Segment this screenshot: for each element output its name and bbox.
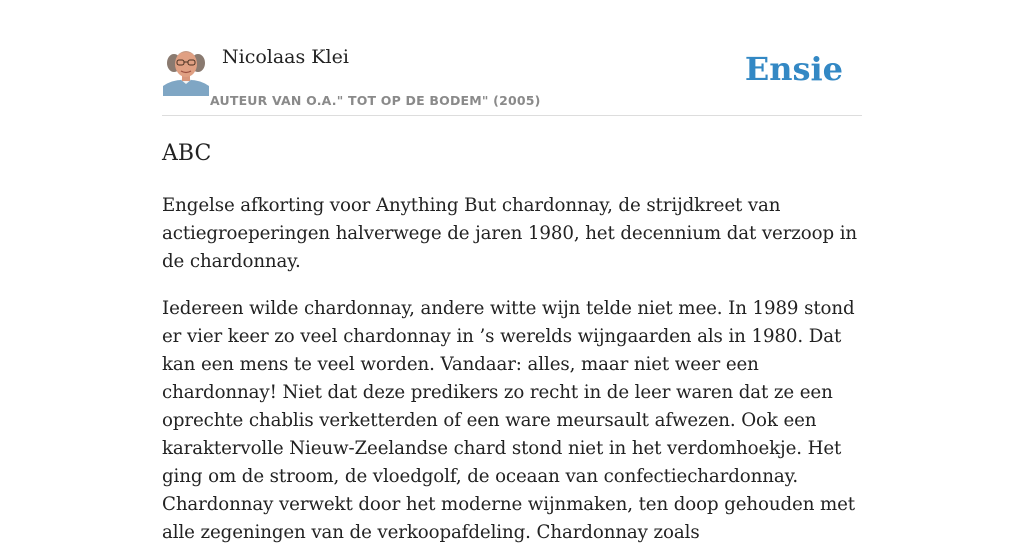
article-title: ABC (162, 141, 212, 166)
article (162, 138, 864, 547)
author-name[interactable]: Nicolaas Klei (222, 46, 349, 68)
author-avatar[interactable] (163, 46, 209, 96)
author-header (162, 36, 862, 116)
author-portrait-icon (163, 46, 209, 96)
author-subtitle: AUTEUR VAN O.A." TOT OP DE BODEM" (2005) (210, 93, 541, 108)
article-paragraph: Iedereen wilde chardonnay, andere witte wijn telde niet mee. In 1989 stond er vier keer zo veel chardonnay in ’s werelds wijngaarden als in 1980. Dat kan een mens te veel worden. Vandaar: alles, maar niet weer een chardonnay! Niet dat deze predikers zo recht in de leer waren dat ze een oprechte chablis verketterden of een ware meursault afwezen. Ook een karaktervolle Nieuw-Zeelandse chard stond niet in het verdomhoekje. Het ging om de stroom, de vloedgolf, de oceaan van confectiechardonnay. Chardonnay verwekt door het moderne wijnmaken, ten doop gehouden met alle zegeningen van de verkoopafdeling. Chardonnay zoals (162, 298, 856, 543)
ensie-logo[interactable]: Ensie (744, 50, 843, 88)
article-paragraph: Engelse afkorting voor Anything But chardonnay, de strijdkreet van actiegroeperingen halverwege de jaren 1980, het decennium dat verzoop in de chardonnay. (162, 195, 858, 272)
